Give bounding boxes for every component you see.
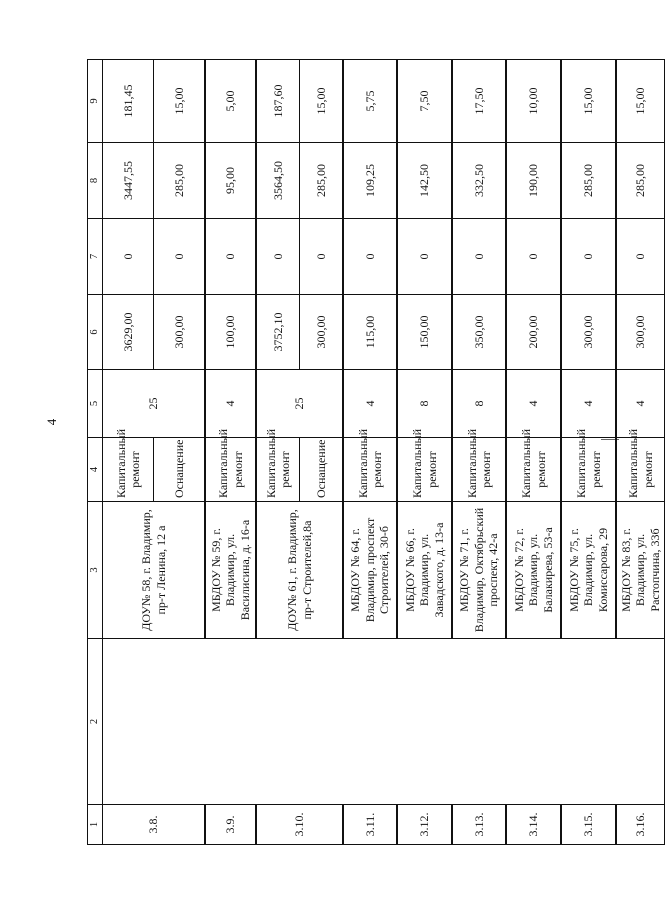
work-type: Капитальный ремонт [453,438,506,502]
col7-value: 0 [562,219,616,295]
institution-name: ДОУ№ 58, г. Владимир, пр-т Ленина, 12 а [103,502,205,639]
col9-value: 7,50 [398,60,452,143]
institution-name: МБДОУ № 72, г. Владимир, ул. Балакирева, 53-а [507,502,561,639]
col9-value: 15,00 [617,60,665,143]
work-type: Капитальный ремонт [398,438,452,502]
col8-value: 3564,50 [257,143,300,219]
row-number: 3.10. [257,805,343,845]
col7-value: 0 [617,219,665,295]
col6-value: 300,00 [617,295,665,370]
col6-value: 115,00 [344,295,397,370]
col5-value: 4 [617,370,665,438]
col-header: 5 [88,370,103,438]
col-header: 2 [88,639,103,805]
work-type: Капитальный ремонт [507,438,561,502]
col-header: 3 [88,502,103,639]
col5-value: 8 [453,370,506,438]
col-header: 4 [88,438,103,502]
col8-value: 190,00 [507,143,561,219]
table-row [103,60,154,845]
institution-name: МБДОУ № 71, г. Владимир, Октябрьский проспект, 42-а [453,502,506,639]
column-number-row [88,60,103,845]
col8-value: 3447,55 [103,143,154,219]
col6-value: 350,00 [453,295,506,370]
col5-value: 4 [344,370,397,438]
work-type: Капитальный ремонт [206,438,256,502]
row-number: 3.13. [453,805,506,845]
col8-value: 285,00 [300,143,343,219]
col9-value: 15,00 [154,60,205,143]
col8-value: 285,00 [562,143,616,219]
col9-value: 17,50 [453,60,506,143]
work-type: Капитальный ремонт [257,438,300,502]
col6-value: 300,00 [300,295,343,370]
merged-column-2 [103,639,665,805]
institution-name: МБДОУ № 75, г. Владимир, ул. Комиссарова, 29 [562,502,616,639]
col7-value: 0 [300,219,343,295]
col9-value: 5,75 [344,60,397,143]
col-header: 9 [88,60,103,143]
col6-value: 3629,00 [103,295,154,370]
col8-value: 285,00 [154,143,205,219]
col7-value: 0 [453,219,506,295]
col5-value: 8 [398,370,452,438]
col-header: 8 [88,143,103,219]
row-number: 3.14. [507,805,561,845]
col8-value: 285,00 [617,143,665,219]
col5-value: 4 [562,370,616,438]
col9-value: 5,00 [206,60,256,143]
work-type: Оснащение [300,438,343,502]
col9-value: 181,45 [103,60,154,143]
col6-value: 300,00 [562,295,616,370]
col-header: 1 [88,805,103,845]
col7-value: 0 [206,219,256,295]
work-type: Капитальный ремонт [617,438,665,502]
institution-name: ДОУ№ 61, г. Владимир, пр-т Строителей,8а [257,502,343,639]
row-number: 3.15. [562,805,616,845]
col9-value: 15,00 [562,60,616,143]
col6-value: 200,00 [507,295,561,370]
col7-value: 0 [154,219,205,295]
institution-name: МБДОУ № 59, г. Владимир, ул. Василисина, д. 16-а [206,502,256,639]
col7-value: 0 [344,219,397,295]
col5-value: 25 [257,370,343,438]
col5-value: 4 [507,370,561,438]
col6-value: 3752,10 [257,295,300,370]
col9-value: 15,00 [300,60,343,143]
col8-value: 332,50 [453,143,506,219]
col-header: 6 [88,295,103,370]
col7-value: 0 [398,219,452,295]
col7-value: 0 [103,219,154,295]
institution-name: МБДОУ № 64, г. Владимир, проспект Строителей, 30-б [344,502,397,639]
col6-value: 100,00 [206,295,256,370]
col8-value: 109,25 [344,143,397,219]
col6-value: 300,00 [154,295,205,370]
col9-value: 187,60 [257,60,300,143]
institution-name: МБДОУ № 66, г. Владимир, ул. Завадского, д. 13-а [398,502,452,639]
col6-value: 150,00 [398,295,452,370]
funding-table [87,59,665,845]
work-type: Капитальный ремонт [103,438,154,502]
col5-value: 25 [103,370,205,438]
col8-value: 95,00 [206,143,256,219]
col8-value: 142,50 [398,143,452,219]
page-number: 4 [44,418,59,426]
row-number: 3.16. [617,805,665,845]
institution-name: МБДОУ № 83, г. Владимир, ул. Растопчина, 33б [617,502,665,639]
col7-value: 0 [507,219,561,295]
row-number: 3.8. [103,805,205,845]
work-type: Капитальный ремонт [344,438,397,502]
work-type: Капитальный ремонт [562,438,616,502]
col-header: 7 [88,219,103,295]
row-number: 3.11. [344,805,397,845]
work-type: Оснащение [154,438,205,502]
col7-value: 0 [257,219,300,295]
row-number: 3.9. [206,805,256,845]
rotated-table-container [87,60,662,845]
col5-value: 4 [206,370,256,438]
row-number: 3.12. [398,805,452,845]
col9-value: 10,00 [507,60,561,143]
